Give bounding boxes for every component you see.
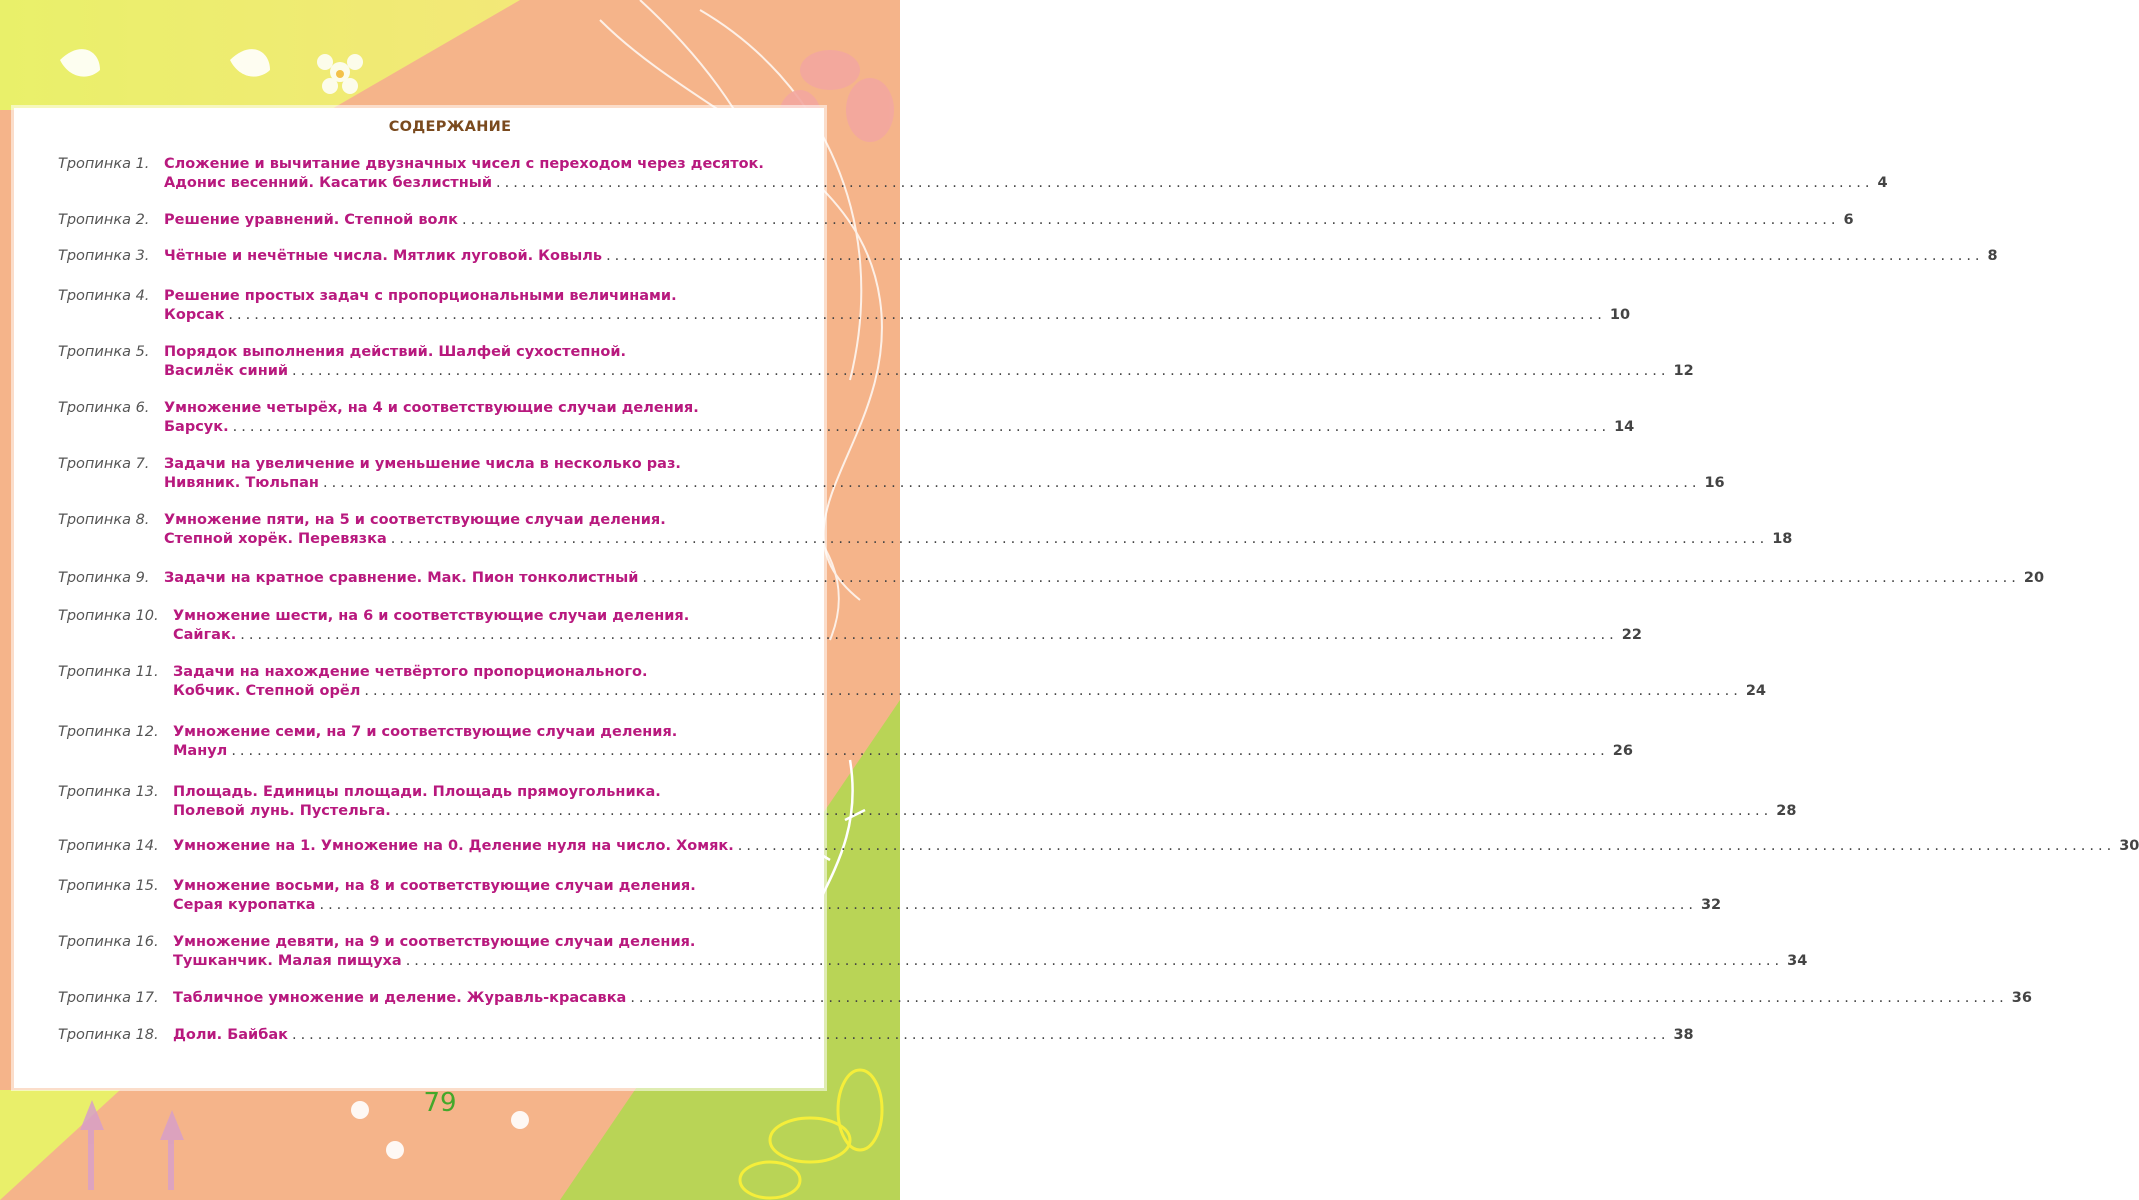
toc-entry[interactable] bbox=[0, 934, 1808, 974]
toc-entry-title: Умножение пяти, на 5 и соответствующие случаи деления. bbox=[164, 512, 666, 528]
toc-entry-line bbox=[164, 248, 1998, 264]
toc-entry-line bbox=[173, 683, 1766, 699]
toc-entry-label: Тропинка 18. bbox=[58, 1027, 159, 1043]
dot-leader: ................................................................................................................................................................ bbox=[232, 419, 1611, 435]
toc-entry-label: Тропинка 1. bbox=[58, 156, 150, 172]
dot-leader: ................................................................................................................................................................ bbox=[322, 475, 1701, 491]
toc-entry[interactable] bbox=[0, 344, 1694, 384]
toc-entry-line bbox=[164, 363, 1694, 379]
toc-entry-subtitle: Нивяник. Тюльпан bbox=[164, 475, 319, 491]
dot-leader: ................................................................................................................................................................ bbox=[291, 1027, 1670, 1043]
toc-entry-label: Тропинка 9. bbox=[58, 570, 150, 586]
toc-entry-title: Умножение шести, на 6 и соответствующие случаи деления. bbox=[173, 608, 690, 624]
toc-entry-label: Тропинка 3. bbox=[58, 248, 150, 264]
dot-leader: ................................................................................................................................................................ bbox=[630, 990, 2008, 1006]
toc-entry-subtitle: Задачи на кратное сравнение. Мак. Пион тонколистный bbox=[164, 570, 639, 586]
toc-entry[interactable] bbox=[0, 512, 1793, 552]
toc-entry-line bbox=[164, 570, 2045, 586]
toc-entry-label: Тропинка 8. bbox=[58, 512, 150, 528]
toc-entry-title: Задачи на нахождение четвёртого пропорционального. bbox=[173, 664, 648, 680]
toc-entry-line bbox=[164, 212, 1854, 228]
toc-page-number: 8 bbox=[1987, 248, 1998, 264]
toc-entry-subtitle: Адонис весенний. Касатик безлистный bbox=[164, 175, 492, 191]
toc-entry-line bbox=[164, 419, 1635, 435]
toc-entry-label: Тропинка 13. bbox=[58, 784, 159, 800]
toc-entry-label: Тропинка 6. bbox=[58, 400, 150, 416]
toc-page-number: 20 bbox=[2023, 570, 2045, 586]
toc-entry-line bbox=[173, 743, 1633, 759]
toc-page-number: 30 bbox=[2119, 838, 2139, 854]
toc-entry-line bbox=[164, 531, 1793, 547]
dot-leader: ................................................................................................................................................................ bbox=[642, 570, 2020, 586]
dot-leader: ................................................................................................................................................................ bbox=[319, 897, 1697, 913]
toc-entry-line bbox=[164, 307, 1631, 323]
toc-entry-line bbox=[173, 897, 1722, 913]
toc-entry[interactable] bbox=[0, 156, 1888, 196]
toc-entry-line bbox=[164, 475, 1725, 491]
toc-entry-subtitle: Корсак bbox=[164, 307, 225, 323]
toc-page-number: 22 bbox=[1621, 627, 1642, 643]
dot-leader: ................................................................................................................................................................ bbox=[240, 627, 1618, 643]
toc-entry-subtitle: Серая куропатка bbox=[173, 897, 316, 913]
toc-entry[interactable] bbox=[0, 570, 2045, 592]
toc-entry-line bbox=[173, 803, 1797, 819]
toc-entry-label: Тропинка 10. bbox=[58, 608, 159, 624]
dot-leader: ................................................................................................................................................................ bbox=[405, 953, 1784, 969]
toc-entry-label: Тропинка 17. bbox=[58, 990, 159, 1006]
dot-leader: ................................................................................................................................................................ bbox=[461, 212, 1840, 228]
toc-page-number: 4 bbox=[1877, 175, 1888, 191]
toc-page-number: 32 bbox=[1700, 897, 1722, 913]
toc-entry[interactable] bbox=[0, 990, 2032, 1012]
toc-entry-subtitle: Решение уравнений. Степной волк bbox=[164, 212, 458, 228]
toc-entry-label: Тропинка 5. bbox=[58, 344, 150, 360]
toc-entry-label: Тропинка 4. bbox=[58, 288, 150, 304]
toc-entry-label: Тропинка 16. bbox=[58, 934, 159, 950]
toc-entry[interactable] bbox=[0, 878, 1722, 918]
toc-entry-title: Сложение и вычитание двузначных чисел с переходом через десяток. bbox=[164, 156, 764, 172]
toc-entry[interactable] bbox=[0, 1027, 1694, 1049]
toc-entry-line bbox=[164, 175, 1888, 191]
dot-leader: ................................................................................................................................................................ bbox=[228, 307, 1606, 323]
dot-leader: ................................................................................................................................................................ bbox=[496, 175, 1874, 191]
dot-leader: ................................................................................................................................................................ bbox=[364, 683, 1742, 699]
toc-entry-title: Умножение четырёх, на 4 и соответствующие случаи деления. bbox=[164, 400, 699, 416]
dot-leader: ................................................................................................................................................................ bbox=[606, 248, 1984, 264]
toc-entry-subtitle: Полевой лунь. Пустельга. bbox=[173, 803, 391, 819]
toc-entry[interactable] bbox=[0, 456, 1725, 496]
toc-page-number: 6 bbox=[1843, 212, 1854, 228]
toc-page-number: 38 bbox=[1673, 1027, 1694, 1043]
page-number: 79 bbox=[423, 1088, 457, 1118]
toc-entry-title: Решение простых задач с пропорциональными величинами. bbox=[164, 288, 677, 304]
toc-entry-line bbox=[173, 953, 1808, 969]
toc-entry-subtitle: Манул bbox=[173, 743, 228, 759]
toc-page-number: 12 bbox=[1673, 363, 1694, 379]
toc-page-number: 10 bbox=[1609, 307, 1631, 323]
toc-page-number: 18 bbox=[1772, 531, 1793, 547]
page-title: СОДЕРЖАНИЕ bbox=[388, 119, 512, 135]
dot-leader: ................................................................................................................................................................ bbox=[292, 363, 1670, 379]
toc-entry-label: Тропинка 2. bbox=[58, 212, 150, 228]
toc-entry-title: Порядок выполнения действий. Шалфей сухостепной. bbox=[164, 344, 626, 360]
toc-entry-label: Тропинка 14. bbox=[58, 838, 159, 854]
toc-entry-subtitle: Степной хорёк. Перевязка bbox=[164, 531, 387, 547]
toc-entry-title: Задачи на увеличение и уменьшение числа в несколько раз. bbox=[164, 456, 681, 472]
toc-entry-line bbox=[173, 990, 2032, 1006]
toc-entry-line bbox=[173, 627, 1642, 643]
toc-page-number: 14 bbox=[1614, 419, 1635, 435]
toc-entry-subtitle: Тушканчик. Малая пищуха bbox=[173, 953, 402, 969]
toc-entry-subtitle: Чётные и нечётные числа. Мятлик луговой. Ковыль bbox=[164, 248, 603, 264]
toc-page-number: 24 bbox=[1745, 683, 1766, 699]
toc-entry[interactable] bbox=[0, 288, 1631, 328]
toc-page-number: 28 bbox=[1776, 803, 1797, 819]
dot-leader: ................................................................................................................................................................ bbox=[231, 743, 1609, 759]
toc-entry-subtitle: Барсук. bbox=[164, 419, 229, 435]
toc-entry-title: Умножение восьми, на 8 и соответствующие случаи деления. bbox=[173, 878, 696, 894]
toc-entry-title: Умножение девяти, на 9 и соответствующие случаи деления. bbox=[173, 934, 696, 950]
toc-entry[interactable] bbox=[0, 608, 1642, 648]
toc-entry-subtitle: Сайгак. bbox=[173, 627, 237, 643]
toc-entry-subtitle: Умножение на 1. Умножение на 0. Деление нуля на число. Хомяк. bbox=[173, 838, 734, 854]
toc-entry-subtitle: Табличное умножение и деление. Журавль-красавка bbox=[173, 990, 627, 1006]
toc-entry-title: Площадь. Единицы площади. Площадь прямоугольника. bbox=[173, 784, 661, 800]
toc-entry[interactable] bbox=[0, 212, 1854, 234]
toc-page-number: 26 bbox=[1612, 743, 1633, 759]
toc-entry[interactable] bbox=[0, 838, 2139, 860]
dot-leader: ................................................................................................................................................................ bbox=[390, 531, 1769, 547]
toc-page-number: 16 bbox=[1704, 475, 1725, 491]
toc-entry[interactable] bbox=[0, 400, 1635, 440]
toc-entry-line bbox=[173, 1027, 1694, 1043]
toc-entry-label: Тропинка 7. bbox=[58, 456, 150, 472]
toc-entry[interactable] bbox=[0, 664, 1766, 704]
toc-entry-label: Тропинка 15. bbox=[58, 878, 159, 894]
dot-leader: ................................................................................................................................................................ bbox=[737, 838, 2116, 854]
toc-entry[interactable] bbox=[0, 724, 1633, 764]
toc-entry-label: Тропинка 11. bbox=[58, 664, 159, 680]
toc-entry-label: Тропинка 12. bbox=[58, 724, 159, 740]
toc-entry-title: Умножение семи, на 7 и соответствующие случаи деления. bbox=[173, 724, 678, 740]
toc-entry-line bbox=[173, 838, 2139, 854]
toc-entry[interactable] bbox=[0, 784, 1797, 824]
toc-entry-subtitle: Василёк синий bbox=[164, 363, 289, 379]
toc-entry-subtitle: Доли. Байбак bbox=[173, 1027, 288, 1043]
dot-leader: ................................................................................................................................................................ bbox=[394, 803, 1773, 819]
toc-page-number: 34 bbox=[1787, 953, 1808, 969]
toc-entry[interactable] bbox=[0, 248, 1998, 270]
toc-page-number: 36 bbox=[2011, 990, 2032, 1006]
toc-entry-subtitle: Кобчик. Степной орёл bbox=[173, 683, 361, 699]
